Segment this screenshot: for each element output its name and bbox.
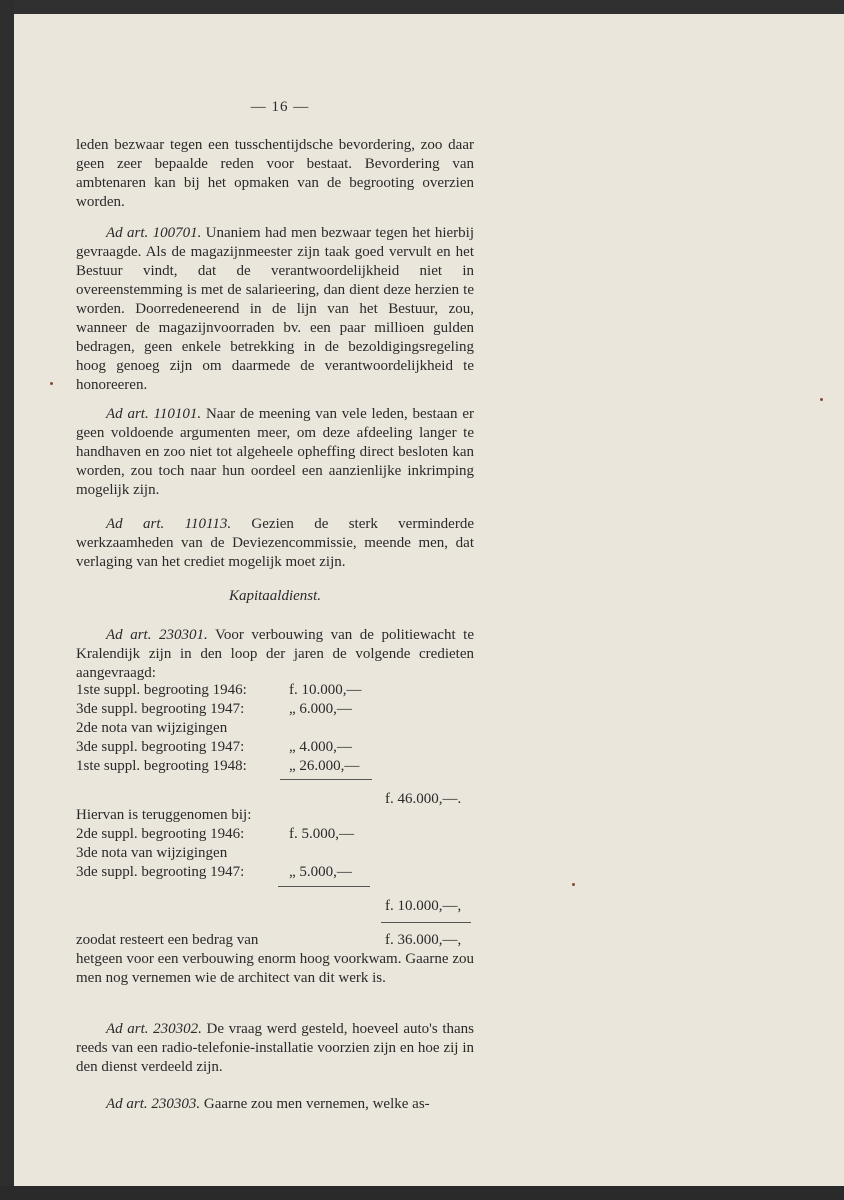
article-ref: Ad art. 110101. (106, 406, 202, 422)
withdrawn-row (76, 825, 474, 844)
credit-row (76, 681, 474, 700)
remaining-line (76, 931, 474, 950)
article-ref: Ad art. 230301. (106, 627, 208, 643)
total-rule (381, 922, 471, 923)
text-block-7 (76, 1020, 474, 1077)
paragraph-art-230302 (76, 1020, 474, 1077)
paragraph-text: Voor verbouwing van de politiewacht te Kralendijk zijn in den loop der jaren de volgende credieten aangevraagd: (76, 627, 474, 681)
credit-amount: „ 26.000,— (289, 758, 360, 774)
article-ref: Ad art. 110113. (106, 516, 232, 532)
credit-row (76, 757, 474, 776)
text-block-6 (76, 950, 474, 988)
credits-list (76, 681, 474, 776)
credit-row (76, 738, 474, 757)
withdrawn-row (76, 844, 474, 863)
withdrawn-total: f. 10.000,—, (385, 898, 462, 914)
paragraph-art-230301 (76, 626, 474, 683)
credit-amount: „ 4.000,— (289, 739, 352, 755)
paragraph-text: De vraag werd gesteld, hoeveel auto's thans reeds van een radio-telefonie-installatie voorzien zijn en hoe zij in den dienst verdeeld zijn. (76, 1021, 474, 1075)
paragraph-text: Gezien de sterk verminderde werkzaamheden van de Deviezencommissie, meende men, dat verlaging van het crediet mogelijk moet zijn. (76, 516, 474, 570)
paragraph-text: Naar de meening van vele leden, bestaan er geen voldoende argumenten meer, om deze afdeeling langer te handhaven en zoo niet tot algeheele opheffing direct besloten kan worden, zou toch naar hun oordeel een aanzienlijke inkrimping mogelijk zijn. (76, 406, 474, 498)
subtotal-rule (278, 886, 370, 887)
credit-label: 3de suppl. begrooting 1947: (76, 739, 245, 755)
remaining-label: zoodat resteert een bedrag van (76, 932, 259, 948)
credit-amount: „ 6.000,— (289, 701, 352, 717)
text-block-4 (76, 515, 474, 572)
withdrawn-amount: f. 5.000,— (289, 826, 354, 842)
withdrawn-label: 3de nota van wijzigingen (76, 845, 228, 861)
paragraph-text: Gaarne zou men vernemen, welke as- (200, 1096, 430, 1112)
paragraph-art-110101 (76, 405, 474, 500)
article-ref: Ad art. 230303. (106, 1096, 201, 1112)
withdrawn-row (76, 863, 474, 882)
total-row (76, 897, 474, 916)
withdrawn-total-row (76, 897, 474, 916)
credit-row (76, 700, 474, 719)
section-heading: Kapitaaldienst. (228, 588, 322, 604)
scan-border-bottom (0, 1186, 844, 1200)
withdrawn-label: 2de suppl. begrooting 1946: (76, 826, 245, 842)
subtotal-rule (280, 779, 372, 780)
withdrawn-amount: „ 5.000,— (289, 864, 352, 880)
text-block-3 (76, 405, 474, 500)
scan-border-top (0, 0, 844, 14)
text-block-2 (76, 224, 474, 395)
remaining-amount: f. 36.000,—, (385, 932, 462, 948)
credit-label: 2de nota van wijzigingen (76, 720, 228, 736)
section-heading-block (76, 587, 474, 606)
page-number: — 16 — (250, 99, 310, 115)
text-block-8 (76, 1095, 474, 1114)
article-ref: Ad art. 230302. (106, 1021, 202, 1037)
article-ref: Ad art. 100701. (106, 225, 202, 241)
paragraph-art-230303 (76, 1095, 474, 1114)
credit-label: 3de suppl. begrooting 1947: (76, 701, 245, 717)
withdrawn-intro: Hiervan is teruggenomen bij: (76, 807, 252, 823)
credits-total: f. 46.000,—. (385, 791, 462, 807)
paragraph-continued: leden bezwaar tegen een tusschentijdsche bevordering, zoo daar geen zeer bepaalde reden voor bestaat. Bevordering van ambtenaren kan bij het opmaken van de begrooting overzien worden. (76, 137, 474, 210)
paper-speck (820, 398, 823, 401)
paragraph-art-100701 (76, 224, 474, 395)
paper-speck (50, 382, 53, 385)
text-block-1 (76, 136, 474, 212)
credit-amount: f. 10.000,— (289, 682, 362, 698)
withdrawn-list (76, 806, 474, 882)
paragraph-architect: hetgeen voor een verbouwing enorm hoog voorkwam. Gaarne zou men nog vernemen wie de architect van dit werk is. (76, 951, 474, 986)
remaining-row (76, 931, 474, 950)
credit-label: 1ste suppl. begrooting 1946: (76, 682, 247, 698)
credit-label: 1ste suppl. begrooting 1948: (76, 758, 247, 774)
credit-row (76, 719, 474, 738)
text-block-5 (76, 626, 474, 683)
withdrawn-intro-row (76, 806, 474, 825)
paragraph-art-110113 (76, 515, 474, 572)
paper-speck (572, 883, 575, 886)
withdrawn-label: 3de suppl. begrooting 1947: (76, 864, 245, 880)
paragraph-text: Unaniem had men bezwaar tegen het hierbij gevraagde. Als de magazijnmeester zijn taak goed vervult en het Bestuur vindt, dat de verantwoordelijkheid niet in overeenstemming is met de salarieering, dan dient deze herzien te worden. Doorredeneerend in de lijn van het Bestuur, zou, wanneer de magazijnvoorraden bv. een paar millioen gulden bedragen, geen enkele betrekking in de bezoldigingsregeling hoog genoeg zijn om daarmede de verantwoordelijkheid te honoreeren. (76, 225, 475, 393)
scan-border-left (0, 0, 14, 1200)
